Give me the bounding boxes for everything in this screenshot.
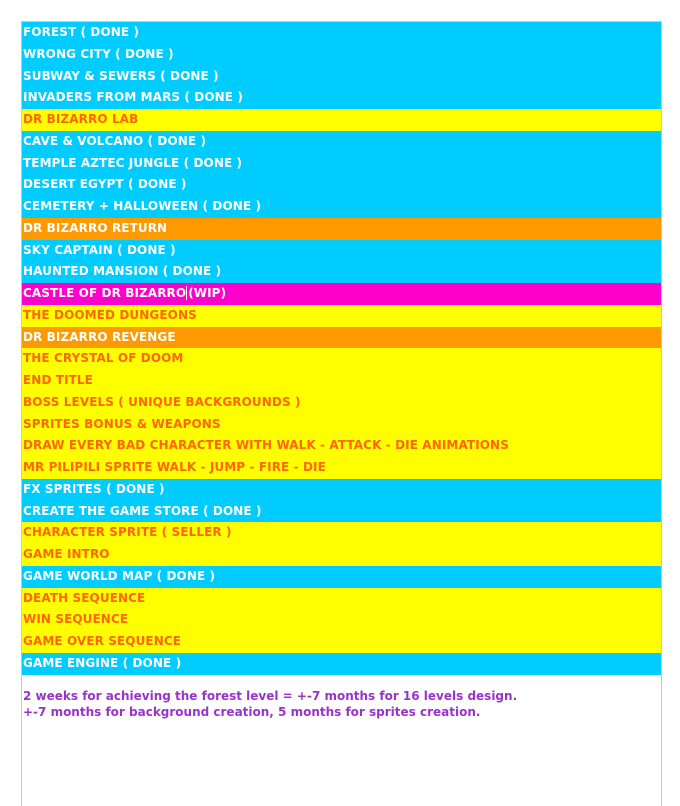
spreadsheet-sheet (21, 21, 662, 806)
task-label: SPRITES BONUS & WEAPONS (23, 416, 221, 431)
task-label: GAME OVER SEQUENCE (23, 634, 182, 648)
task-label: DR BIZARRO LAB (23, 112, 139, 126)
task-row[interactable] (22, 435, 661, 457)
task-label: TEMPLE AZTEC JUNGLE ( DONE ) (23, 155, 243, 170)
task-label: THE CRYSTAL OF DOOM (23, 351, 184, 366)
task-label: CEMETERY + HALLOWEEN ( DONE ) (23, 199, 262, 213)
task-label: GAME ENGINE ( DONE ) (23, 655, 182, 670)
task-row[interactable] (22, 87, 661, 109)
task-label: INVADERS FROM MARS ( DONE ) (23, 90, 243, 105)
task-row[interactable] (22, 392, 661, 414)
task-row[interactable] (22, 196, 661, 218)
task-row[interactable] (22, 44, 661, 66)
task-row[interactable] (22, 631, 661, 653)
task-label: DESERT EGYPT ( DONE ) (23, 177, 187, 192)
note-line-2: +-7 months for background creation, 5 months for sprites creation. (23, 705, 481, 719)
task-label: DR BIZARRO REVENGE (23, 329, 176, 344)
task-row[interactable] (22, 66, 661, 88)
task-row[interactable] (22, 153, 661, 175)
task-label: WIN SEQUENCE (23, 612, 129, 627)
task-label: CREATE THE GAME STORE ( DONE ) (23, 503, 262, 518)
task-status-suffix: (WIP) (188, 286, 227, 300)
task-row[interactable] (22, 522, 661, 544)
task-row[interactable] (22, 305, 661, 327)
task-label: GAME WORLD MAP ( DONE ) (23, 568, 216, 583)
task-row[interactable] (22, 174, 661, 196)
task-row[interactable] (22, 283, 661, 305)
task-row[interactable] (22, 544, 661, 566)
task-label: WRONG CITY ( DONE ) (23, 46, 174, 61)
task-row[interactable] (22, 653, 661, 675)
task-label: MR PILIPILI SPRITE WALK - JUMP - FIRE - DIE (23, 460, 326, 474)
task-row[interactable] (22, 609, 661, 631)
task-label: GAME INTRO (23, 547, 110, 561)
task-row[interactable] (22, 240, 661, 262)
task-row[interactable] (22, 479, 661, 501)
task-row[interactable] (22, 218, 661, 240)
task-row[interactable] (22, 588, 661, 610)
task-label: CAVE & VOLCANO ( DONE ) (23, 133, 207, 148)
task-row[interactable] (22, 501, 661, 523)
task-row[interactable] (22, 131, 661, 153)
task-label: HAUNTED MANSION ( DONE ) (23, 264, 222, 279)
task-label: END TITLE (23, 373, 93, 387)
task-row[interactable] (22, 457, 661, 479)
task-label: DRAW EVERY BAD CHARACTER WITH WALK - ATTACK - DIE ANIMATIONS (23, 438, 509, 453)
task-row[interactable] (22, 22, 661, 44)
task-row[interactable] (22, 261, 661, 283)
task-label: SKY CAPTAIN ( DONE ) (23, 242, 176, 257)
task-label: CHARACTER SPRITE ( SELLER ) (23, 525, 232, 540)
task-label: SUBWAY & SEWERS ( DONE ) (23, 68, 219, 83)
task-row[interactable] (22, 414, 661, 436)
task-label: BOSS LEVELS ( UNIQUE BACKGROUNDS ) (23, 394, 301, 409)
task-list (22, 22, 661, 675)
task-row[interactable] (22, 348, 661, 370)
notes-block (23, 688, 517, 720)
note-line-1: 2 weeks for achieving the forest level = +-7 months for 16 levels design. (23, 689, 518, 703)
task-label: THE DOOMED DUNGEONS (23, 307, 197, 322)
task-label: FX SPRITES ( DONE ) (23, 481, 165, 496)
task-label: CASTLE OF DR BIZARRO (23, 286, 187, 300)
task-label: FOREST ( DONE ) (23, 25, 140, 39)
task-row[interactable] (22, 370, 661, 392)
task-row[interactable] (22, 109, 661, 131)
task-row[interactable] (22, 566, 661, 588)
task-label: DEATH SEQUENCE (23, 590, 146, 605)
task-label: DR BIZARRO RETURN (23, 220, 168, 235)
task-row[interactable] (22, 327, 661, 349)
